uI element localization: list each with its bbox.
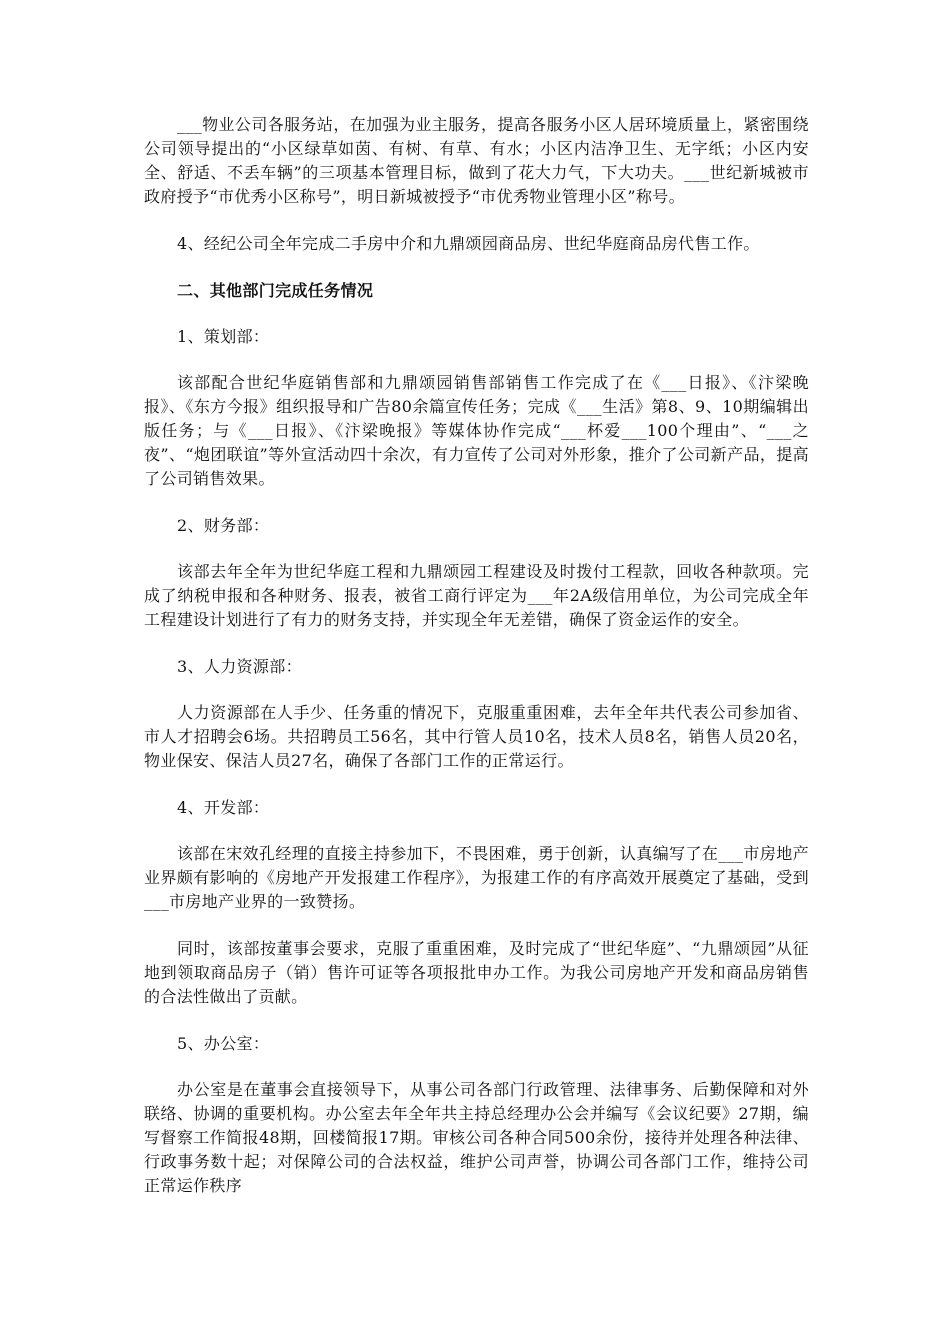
subheading-planning: 1、策划部： [177, 327, 270, 346]
paragraph-property-service: ___物业公司各服务站，在加强为业主服务，提高各服务小区人居环境质量上，紧密围绕公司领导提出的“小区绿草如茵、有树、有草、有水；小区内洁净卫生、无字纸；小区内安全、舒适、不丢车辆”的三项基本管理目标，做到了花大力气，下大功夫。___世纪新城被市政府授予“市优秀小区称号”，明日新城被授予“市优秀物业管理小区”称号。 [144, 115, 809, 206]
paragraph-hr: 人力资源部在人手少、任务重的情况下，克服重重困难，去年全年共代表公司参加省、市人才招聘会6场。共招聘员工56名，其中行管人员10名，技术人员8名，销售人员20名，物业保安、保洁人员27名，确保了各部门工作的正常运行。 [144, 703, 809, 770]
paragraph-development-2: 同时，该部按董事会要求，克服了重重困难，及时完成了“世纪华庭”、“九鼎颂园”从征地到领取商品房子（销）售许可证等各项报批申办工作。为我公司房地产开发和商品房销售的合法性做出了贡献。 [144, 939, 809, 1006]
section-heading-other-departments: 二、其他部门完成任务情况 [177, 281, 374, 300]
subheading-hr: 3、人力资源部： [177, 657, 302, 676]
document-body [144, 113, 809, 1221]
subheading-finance: 2、财务部： [177, 516, 270, 535]
subheading-development: 4、开发部： [177, 798, 270, 817]
paragraph-development-1: 该部在宋效孔经理的直接主持参加下，不畏困难，勇于创新，认真编写了在___市房地产业界颇有影响的《房地产开发报建工作程序》，为报建工作的有序高效开展奠定了基础，受到___市房地产业界的一致赞扬。 [144, 844, 809, 911]
paragraph-planning: 该部配合世纪华庭销售部和九鼎颂园销售部销售工作完成了在《___日报》、《汴梁晚报》、《东方今报》组织报导和广告80余篇宣传任务；完成《___生活》第8、9、10期编辑出版任务；与《___日报》、《汴梁晚报》等媒体协作完成“___杯爱___100个理由”、“___之夜”、“炮团联谊”等外宣活动四十余次，有力宣传了公司对外形象，推介了公司新产品，提高了公司销售效果。 [144, 373, 809, 488]
paragraph-finance: 该部去年全年为世纪华庭工程和九鼎颂园工程建设及时拨付工程款，回收各种款项。完成了纳税申报和各种财务、报表，被省工商行评定为___年2A级信用单位，为公司完成全年工程建设计划进行了有力的财务支持，并实现全年无差错，确保了资金运作的安全。 [144, 562, 809, 629]
paragraph-brokerage: 4、经纪公司全年完成二手房中介和九鼎颂园商品房、世纪华庭商品房代售工作。 [177, 234, 760, 253]
paragraph-office: 办公室是在董事会直接领导下，从事公司各部门行政管理、法律事务、后勤保障和对外联络、协调的重要机构。办公室去年全年共主持总经理办公会并编写《会议纪要》27期，编写督察工作简报48期，回楼简报17期。审核公司各种合同500余份，接待并处理各种法律、行政事务数十起；对保障公司的合法权益，维护公司声誉，协调公司各部门工作，维持公司正常运作秩序 [144, 1080, 809, 1195]
subheading-office: 5、办公室： [177, 1034, 270, 1053]
